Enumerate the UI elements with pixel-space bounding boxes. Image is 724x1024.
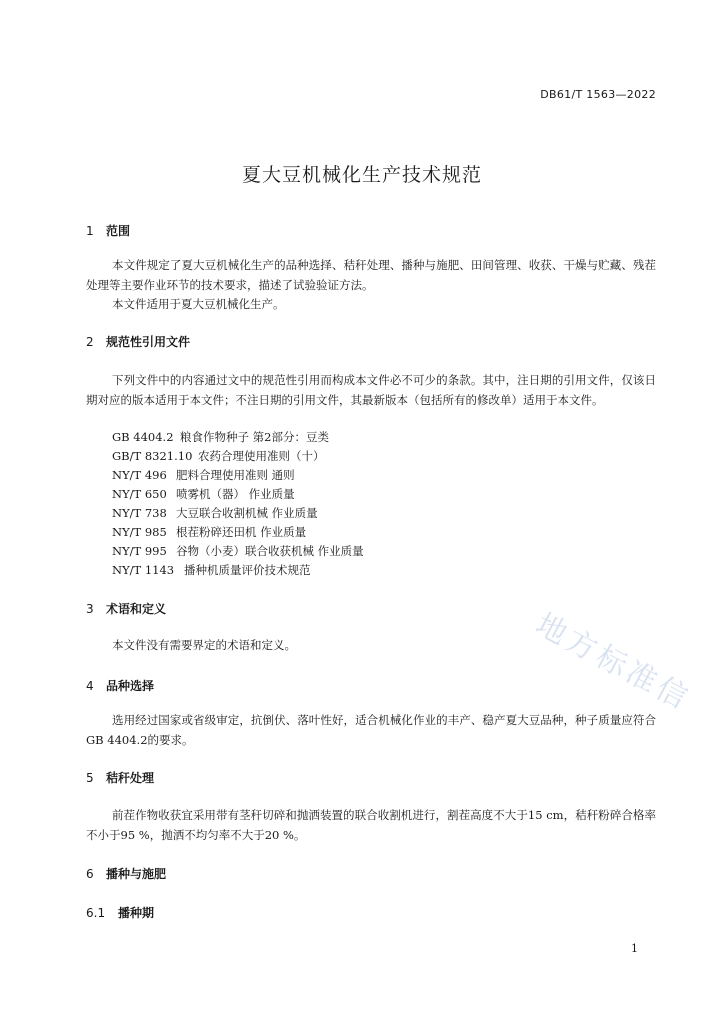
section-4-paragraph-1: 选用经过国家或省级审定，抗倒伏、落叶性好，适合机械化作业的丰产、稳产夏大豆品种，种子质量应符合GB 4404.2的要求。 (86, 713, 656, 747)
section-4-heading (86, 677, 154, 694)
section-2-paragraph-1: 下列文件中的内容通过文中的规范性引用而构成本文件必不可少的条款。其中，注日期的引用文件，仅该日期对应的版本适用于本文件；不注日期的引用文件，其最新版本（包括所有的修改单）适用于本文件。 (86, 373, 656, 407)
section-number: 1 (86, 224, 94, 238)
section-number: 6 (86, 867, 94, 881)
reference-name: 根茬粉碎还田机 作业质量 (176, 525, 307, 539)
reference-item (112, 467, 295, 483)
section-title: 范围 (106, 224, 131, 238)
reference-item (112, 543, 364, 559)
section-number: 3 (86, 602, 94, 616)
section-2-heading (86, 333, 190, 350)
reference-code: NY/T 985 (112, 525, 167, 539)
section-5-paragraph-1: 前茬作物收获宜采用带有茎秆切碎和抛洒装置的联合收割机进行，割茬高度不大于15 cm，秸秆粉碎合格率不小于95 %，抛洒不均匀率不大于20 %。 (86, 808, 656, 842)
section-title: 播种期 (118, 906, 155, 920)
reference-code: NY/T 738 (112, 506, 167, 520)
section-5-heading (86, 769, 154, 786)
reference-item (112, 486, 295, 502)
reference-code: NY/T 995 (112, 544, 167, 558)
reference-name: 大豆联合收割机械 作业质量 (176, 506, 318, 520)
page-number: 1 (631, 942, 638, 955)
section-1-paragraph-2: 本文件适用于夏大豆机械化生产。 (112, 297, 285, 311)
reference-code: NY/T 496 (112, 468, 167, 482)
section-6-1-heading (86, 904, 154, 921)
reference-item (112, 562, 311, 578)
reference-item (112, 505, 318, 521)
reference-code: NY/T 650 (112, 487, 167, 501)
reference-name: 肥料合理使用准则 通则 (176, 468, 295, 482)
reference-item (112, 429, 329, 445)
reference-name: 喷雾机（器） 作业质量 (176, 487, 295, 501)
reference-code: NY/T 1143 (112, 563, 175, 577)
section-number: 5 (86, 771, 94, 785)
reference-item (112, 448, 325, 464)
section-title: 品种选择 (106, 679, 155, 693)
reference-name: 谷物（小麦）联合收获机械 作业质量 (176, 544, 364, 558)
section-1-paragraph-1: 本文件规定了夏大豆机械化生产的品种选择、秸秆处理、播种与施肥、田间管理、收获、干燥与贮藏、残茬处理等主要作业环节的技术要求，描述了试验验证方法。 (86, 258, 656, 292)
reference-name: 粮食作物种子 第2部分：豆类 (180, 430, 329, 444)
section-6-heading (86, 865, 166, 882)
section-title: 术语和定义 (106, 602, 167, 616)
section-number: 2 (86, 335, 94, 349)
section-3-paragraph-1: 本文件没有需要界定的术语和定义。 (112, 638, 296, 652)
section-number: 4 (86, 679, 94, 693)
section-1-heading (86, 222, 130, 239)
reference-item (112, 524, 306, 540)
section-3-heading (86, 600, 166, 617)
section-title: 秸秆处理 (106, 771, 155, 785)
section-title: 播种与施肥 (106, 867, 167, 881)
reference-code: GB/T 8321.10 (112, 449, 193, 463)
reference-name: 农药合理使用准则（十） (198, 449, 325, 463)
section-title: 规范性引用文件 (106, 335, 191, 349)
section-number: 6.1 (86, 906, 106, 920)
reference-name: 播种机质量评价技术规范 (184, 563, 311, 577)
reference-code: GB 4404.2 (112, 430, 174, 444)
document-title: 夏大豆机械化生产技术规范 (241, 164, 482, 186)
standard-code: DB61/T 1563—2022 (540, 88, 656, 101)
watermark: 地方标准信 (529, 607, 697, 718)
